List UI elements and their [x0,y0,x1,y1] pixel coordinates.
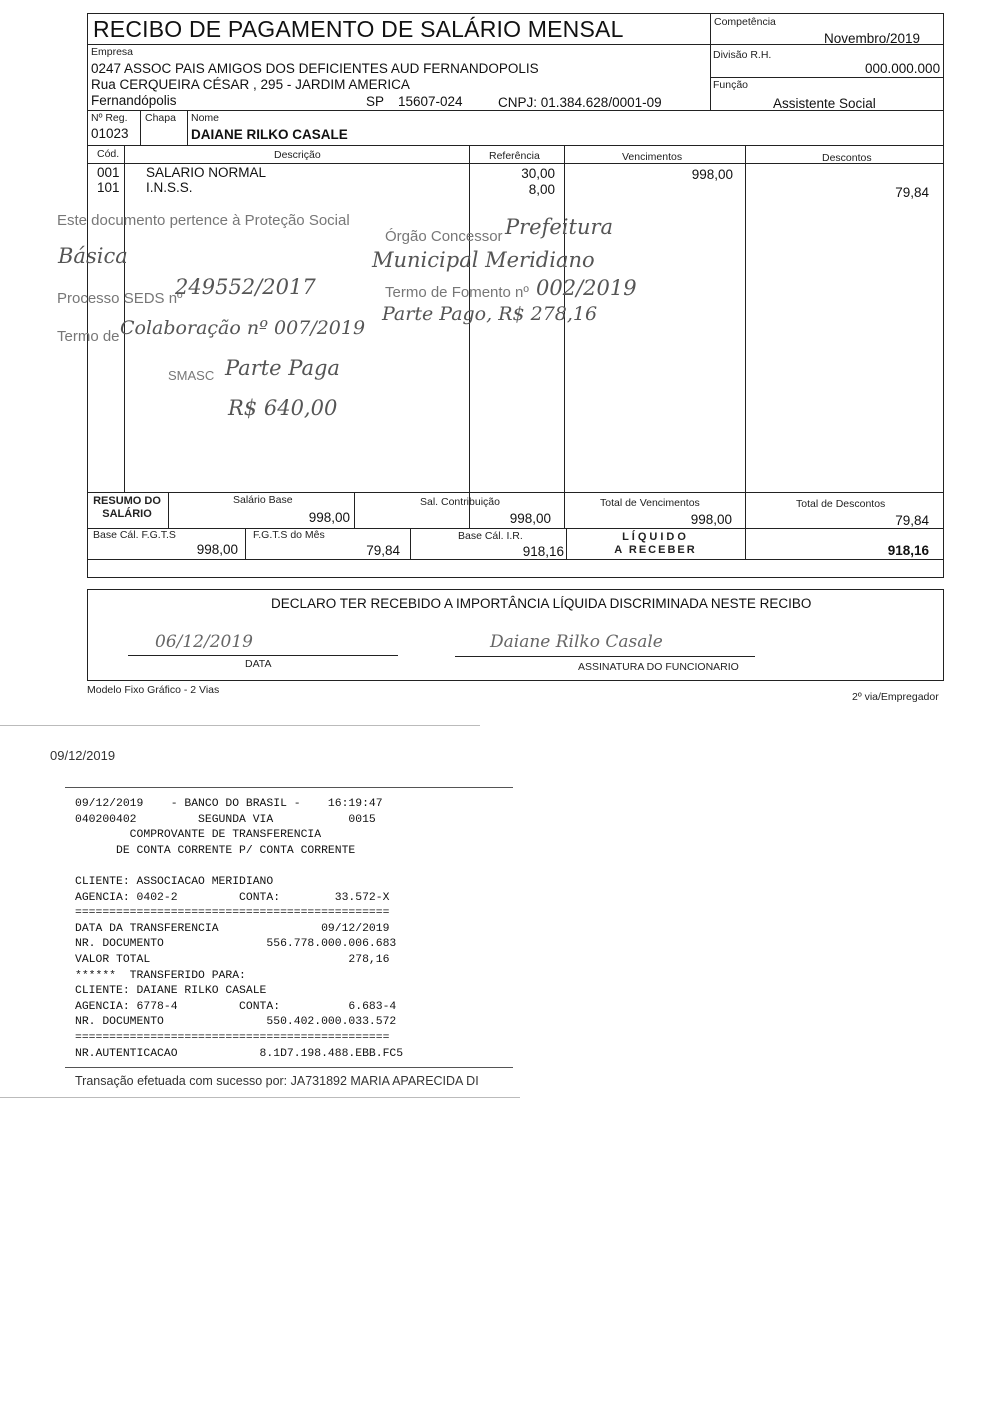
fomento-label: Termo de Fomento nº [385,284,529,301]
total-desc-label: Total de Descontos [796,498,886,510]
via-text: 2º via/Empregador [852,691,939,703]
divider [87,559,944,560]
divider [710,77,944,78]
divisao-value: 000.000.000 [865,61,941,76]
funcao-label: Função [713,79,749,91]
page-divider [0,725,480,726]
col-descricao: Descrição [274,149,321,161]
signature-line [455,656,755,657]
termo-label: Termo de [57,328,120,345]
cep-value: 15607-024 [398,94,463,109]
bank-receipt-line: VALOR TOTAL 278,16 [75,953,390,966]
divider [469,145,470,528]
liquido-label: LÍQUIDO [622,531,689,543]
receipt-top-line [65,787,513,788]
base-ir-value: 918,16 [522,544,564,559]
divider [87,145,944,146]
handwritten-smasc-1: Parte Paga [225,356,340,380]
modelo-text: Modelo Fixo Gráfico - 2 Vias [87,684,220,696]
fgts-mes-label: F.G.T.S do Mês [253,529,325,541]
handwritten-termo: Colaboração nº 007/2019 [120,317,366,339]
bank-receipt-line: CLIENTE: ASSOCIACAO MERIDIANO [75,875,274,888]
divider [87,163,944,164]
liquido-value: 918,16 [887,543,929,558]
bank-receipt-line: 040200402 SEGUNDA VIA 0015 [75,813,376,826]
competencia-label: Competência [714,16,776,28]
fgts-mes-value: 79,84 [366,543,400,558]
col-vencimentos: Vencimentos [622,151,683,163]
divider [87,44,710,45]
bank-transfer-receipt [75,797,403,1062]
bank-receipt-line: COMPROVANTE DE TRANSFERENCIA [75,829,322,842]
base-fgts-value: 998,00 [196,542,238,557]
signature-label: ASSINATURA DO FUNCIONARIO [578,661,739,673]
divider [745,145,746,559]
sal-contrib-label: Sal. Contribuição [420,496,500,508]
col-referencia: Referência [489,150,540,162]
bank-receipt-line: ============================================== [75,907,390,920]
handwritten-smasc-2: R$ 640,00 [228,396,338,420]
handwritten-processo: 249552/2017 [175,275,316,299]
date-line [128,655,398,656]
divider [87,492,944,493]
smasc-label: SMASC [168,368,215,383]
data-label: DATA [245,658,272,670]
item-cod: 101 [97,180,120,195]
employee-name: DAIANE RILKO CASALE [191,127,348,142]
bank-receipt-line: AGENCIA: 0402-2 CONTA: 33.572-X [75,891,390,904]
divisao-label: Divisão R.H. [713,49,772,61]
empresa-label: Empresa [91,46,134,58]
resumo-label: RESUMO DO SALÁRIO [93,495,161,520]
nreg-value: 01023 [91,126,129,141]
bank-receipt-line: DE CONTA CORRENTE P/ CONTA CORRENTE [75,844,356,857]
handwritten-date: 06/12/2019 [155,632,253,652]
page-divider [0,1097,520,1098]
print-date: 09/12/2019 [50,748,116,763]
bank-receipt-line: AGENCIA: 6778-4 CONTA: 6.683-4 [75,1000,397,1013]
divider [710,13,711,110]
receipt-bottom-line [65,1067,513,1068]
funcao-value: Assistente Social [773,96,876,111]
endereco-value: Rua CERQUEIRA CÉSAR , 295 - JARDIM AMERICA [91,77,410,92]
receipt-title: RECIBO DE PAGAMENTO DE SALÁRIO MENSAL [93,16,624,42]
item-desconto: 79,84 [895,185,929,200]
total-desc-value: 79,84 [895,513,929,528]
bank-receipt-line: 09/12/2019 - BANCO DO BRASIL - 16:19:47 [75,798,383,810]
handwritten-orgao-2: Municipal Meridiano [372,248,595,272]
handwritten-fomento-2: Parte Pago, R$ 278,16 [382,303,598,325]
uf-value: SP [366,94,385,109]
nreg-label: Nº Reg. [91,112,128,124]
bank-receipt-line: ****** TRANSFERIDO PARA: [75,969,246,982]
handwritten-fomento-1: 002/2019 [536,276,637,300]
item-descricao: I.N.S.S. [146,180,193,195]
declaration-text: DECLARO TER RECEBIDO A IMPORTÂNCIA LÍQUIDA DISCRIMINADA NESTE RECIBO [271,596,812,611]
base-fgts-label: Base Cál. F.G.T.S [93,529,176,541]
total-venc-label: Total de Vencimentos [600,497,700,509]
item-referencia: 8,00 [528,182,555,197]
empresa-value: 0247 ASSOC PAIS AMIGOS DOS DEFICIENTES AUD FERNANDOPOLIS [91,61,539,76]
salario-base-value: 998,00 [308,510,350,525]
processo-label: Processo SEDS nº [57,290,183,307]
total-venc-value: 998,00 [690,512,732,527]
stamp-line-1: Este documento pertence à Proteção Social [57,212,350,229]
item-vencimento: 998,00 [691,167,733,182]
nome-label: Nome [191,112,220,124]
chapa-label: Chapa [145,112,176,124]
handwritten-orgao-1: Prefeitura [505,215,614,239]
sal-contrib-value: 998,00 [509,511,551,526]
bank-receipt-line: NR.AUTENTICACAO 8.1D7.198.488.EBB.FC5 [75,1047,404,1060]
bank-receipt-line: ============================================== [75,1031,390,1044]
item-descricao: SALARIO NORMAL [146,165,267,180]
col-cod: Cód. [97,148,120,160]
bank-receipt-line [75,859,403,875]
cidade-value: Fernandópolis [91,93,177,108]
bank-footer: Transação efetuada com sucesso por: JA731892 MARIA APARECIDA DI [75,1075,479,1088]
handwritten-signature: Daiane Rilko Casale [490,632,663,652]
base-ir-label: Base Cál. I.R. [458,530,523,542]
col-descontos: Descontos [822,152,872,164]
salario-base-label: Salário Base [233,494,293,506]
item-cod: 001 [97,165,120,180]
bank-receipt-line: NR. DOCUMENTO 556.778.000.006.683 [75,938,397,951]
competencia-value: Novembro/2019 [824,31,921,46]
cnpj-value: CNPJ: 01.384.628/0001-09 [498,95,662,110]
divider [564,145,565,528]
handwritten-basica: Básica [58,244,128,268]
item-referencia: 30,00 [521,166,555,181]
a-receber-label: A RECEBER [614,544,697,556]
divider [140,110,141,145]
divider [87,528,944,529]
bank-receipt-line: CLIENTE: DAIANE RILKO CASALE [75,985,267,998]
orgao-label: Órgão Concessor [385,228,503,245]
divider [187,110,188,145]
bank-receipt-line: DATA DA TRANSFERENCIA 09/12/2019 [75,922,390,935]
bank-receipt-text [75,797,403,1062]
bank-receipt-line: NR. DOCUMENTO 550.402.000.033.572 [75,1016,397,1029]
